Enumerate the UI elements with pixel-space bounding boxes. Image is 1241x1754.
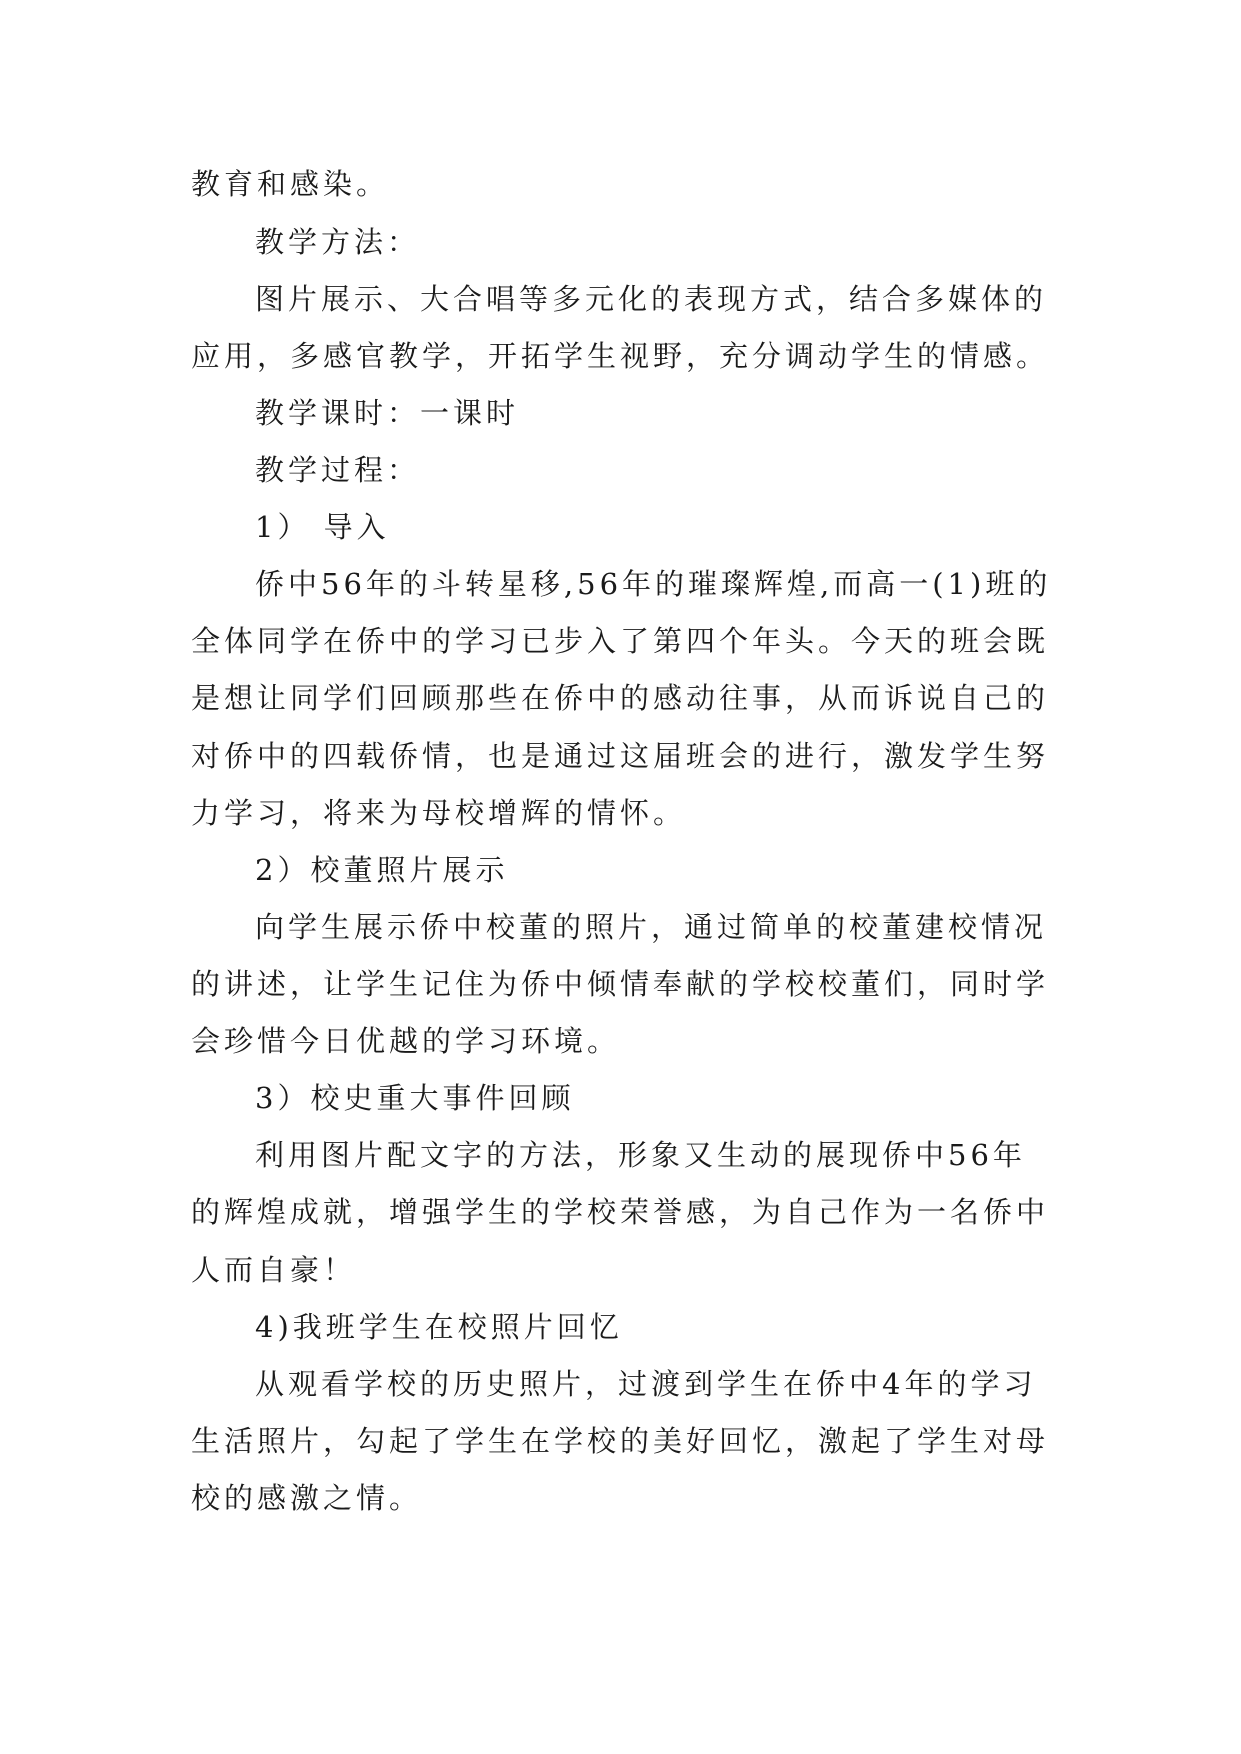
step-heading: 3）校史重大事件回顾 — [255, 1081, 575, 1115]
paragraph-line: 应用，多感官教学，开拓学生视野，充分调动学生的情感。 — [191, 339, 1050, 373]
paragraph-line: 从观看学校的历史照片，过渡到学生在侨中4年的学习 — [255, 1367, 1037, 1401]
step-heading: 4)我班学生在校照片回忆 — [255, 1310, 623, 1344]
paragraph-line: 侨中56年的斗转星移,56年的璀璨辉煌,而高一(1)班的 — [255, 567, 1052, 601]
paragraph-line: 生活照片，勾起了学生在学校的美好回忆，激起了学生对母 — [191, 1424, 1050, 1458]
step-heading: 2）校董照片展示 — [255, 853, 509, 887]
paragraph-line: 校的感激之情。 — [191, 1481, 423, 1515]
paragraph-line: 对侨中的四载侨情，也是通过这届班会的进行，激发学生努 — [191, 739, 1050, 773]
paragraph-line: 力学习，将来为母校增辉的情怀。 — [191, 796, 687, 830]
section-heading: 教学过程： — [255, 453, 421, 487]
paragraph-line: 人而自豪！ — [191, 1253, 357, 1287]
paragraph-line: 会珍惜今日优越的学习环境。 — [191, 1024, 621, 1058]
paragraph-line: 图片展示、大合唱等多元化的表现方式，结合多媒体的 — [255, 282, 1048, 316]
paragraph-line: 全体同学在侨中的学习已步入了第四个年头。今天的班会既 — [191, 624, 1050, 658]
paragraph-line: 的讲述，让学生记住为侨中倾情奉献的学校校董们，同时学 — [191, 967, 1050, 1001]
paragraph-line: 利用图片配文字的方法，形象又生动的展现侨中56年 — [255, 1138, 1026, 1172]
paragraph-line: 向学生展示侨中校董的照片，通过简单的校董建校情况 — [255, 910, 1048, 944]
paragraph-line: 是想让同学们回顾那些在侨中的感动往事，从而诉说自己的 — [191, 681, 1050, 715]
paragraph-line: 的辉煌成就，增强学生的学校荣誉感，为自己作为一名侨中 — [191, 1195, 1050, 1229]
step-heading: 1） 导入 — [255, 510, 390, 544]
paragraph-line: 教育和感染。 — [191, 167, 390, 201]
section-heading: 教学课时：一课时 — [255, 396, 520, 430]
section-heading: 教学方法： — [255, 225, 421, 259]
